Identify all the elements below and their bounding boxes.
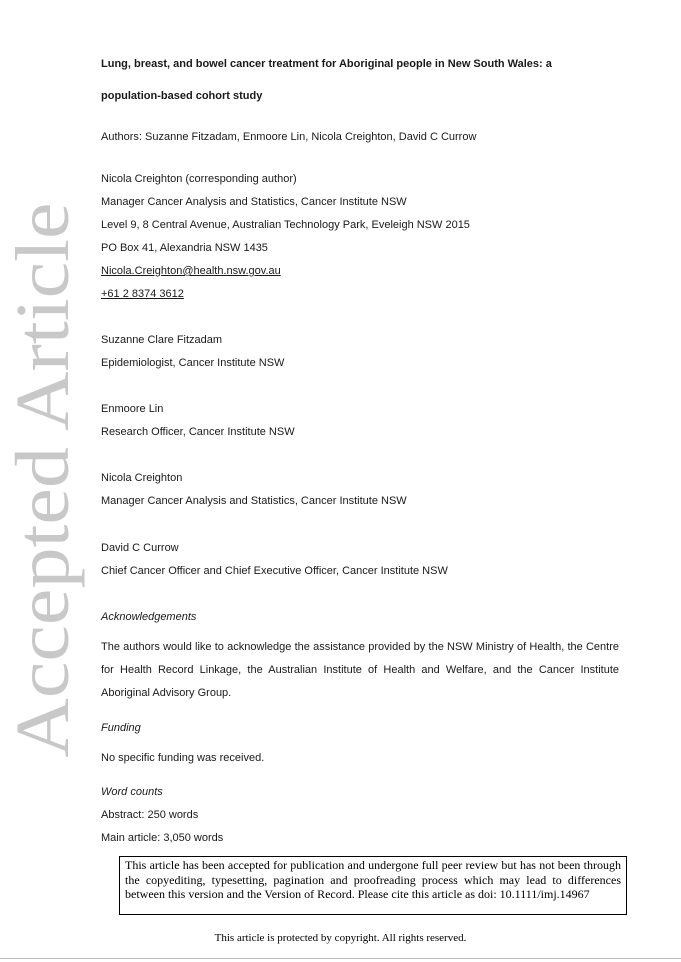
author-1-name: Suzanne Clare Fitzadam bbox=[101, 334, 223, 346]
acknowledgements-text: The authors would like to acknowledge the assistance provided by the NSW Ministry of Health, the Centre for Health Record Linkage, the Australian Institute of Health and Welfare, and the Cancer Institute Aboriginal Advisory Group. bbox=[101, 641, 619, 699]
article-title-line-2: population-based cohort study bbox=[101, 90, 263, 102]
author-2-name: Enmoore Lin bbox=[101, 403, 164, 415]
author-2-role: Research Officer, Cancer Institute NSW bbox=[101, 426, 295, 438]
corresponding-author-email-link[interactable]: Nicola.Creighton@health.nsw.gov.au bbox=[101, 265, 281, 277]
word-counts-heading: Word counts bbox=[101, 786, 163, 798]
acknowledgements-heading: Acknowledgements bbox=[101, 611, 197, 623]
authors-line: Authors: Suzanne Fitzadam, Enmoore Lin, Nicola Creighton, David C Currow bbox=[101, 131, 477, 143]
author-4-name: David C Currow bbox=[101, 542, 179, 554]
corresponding-author-address: Level 9, 8 Central Avenue, Australian Technology Park, Eveleigh NSW 2015 bbox=[101, 219, 470, 231]
corresponding-author-role: Manager Cancer Analysis and Statistics, Cancer Institute NSW bbox=[101, 196, 407, 208]
article-title-line-1: Lung, breast, and bowel cancer treatment for Aboriginal people in New South Wales: a bbox=[101, 58, 552, 70]
word-count-abstract: Abstract: 250 words bbox=[101, 809, 199, 821]
copyright-footer: This article is protected by copyright. All rights reserved. bbox=[214, 932, 467, 944]
author-3-name: Nicola Creighton bbox=[101, 472, 183, 484]
author-4-role: Chief Cancer Officer and Chief Executive Officer, Cancer Institute NSW bbox=[101, 565, 448, 577]
funding-text: No specific funding was received. bbox=[101, 752, 265, 764]
accepted-article-notice-box: This article has been accepted for publication and undergone full peer review but has not been through the copyediting, typesetting, pagination and proofreading process which may lead to differences between this version and the Version of Record. Please cite this article as doi: 10.1111/imj.14967 bbox=[119, 856, 627, 915]
corresponding-author-phone-link[interactable]: +61 2 8374 3612 bbox=[101, 288, 184, 300]
corresponding-author-po-box: PO Box 41, Alexandria NSW 1435 bbox=[101, 242, 268, 254]
author-1-role: Epidemiologist, Cancer Institute NSW bbox=[101, 357, 285, 369]
author-3-role: Manager Cancer Analysis and Statistics, Cancer Institute NSW bbox=[101, 495, 407, 507]
funding-heading: Funding bbox=[101, 722, 141, 734]
corresponding-author-name: Nicola Creighton (corresponding author) bbox=[101, 173, 297, 185]
accepted-article-watermark bbox=[0, 0, 90, 780]
watermark-text: Accepted Article bbox=[1, 244, 85, 758]
word-count-main-article: Main article: 3,050 words bbox=[101, 832, 224, 844]
page-bottom-divider bbox=[0, 958, 681, 959]
